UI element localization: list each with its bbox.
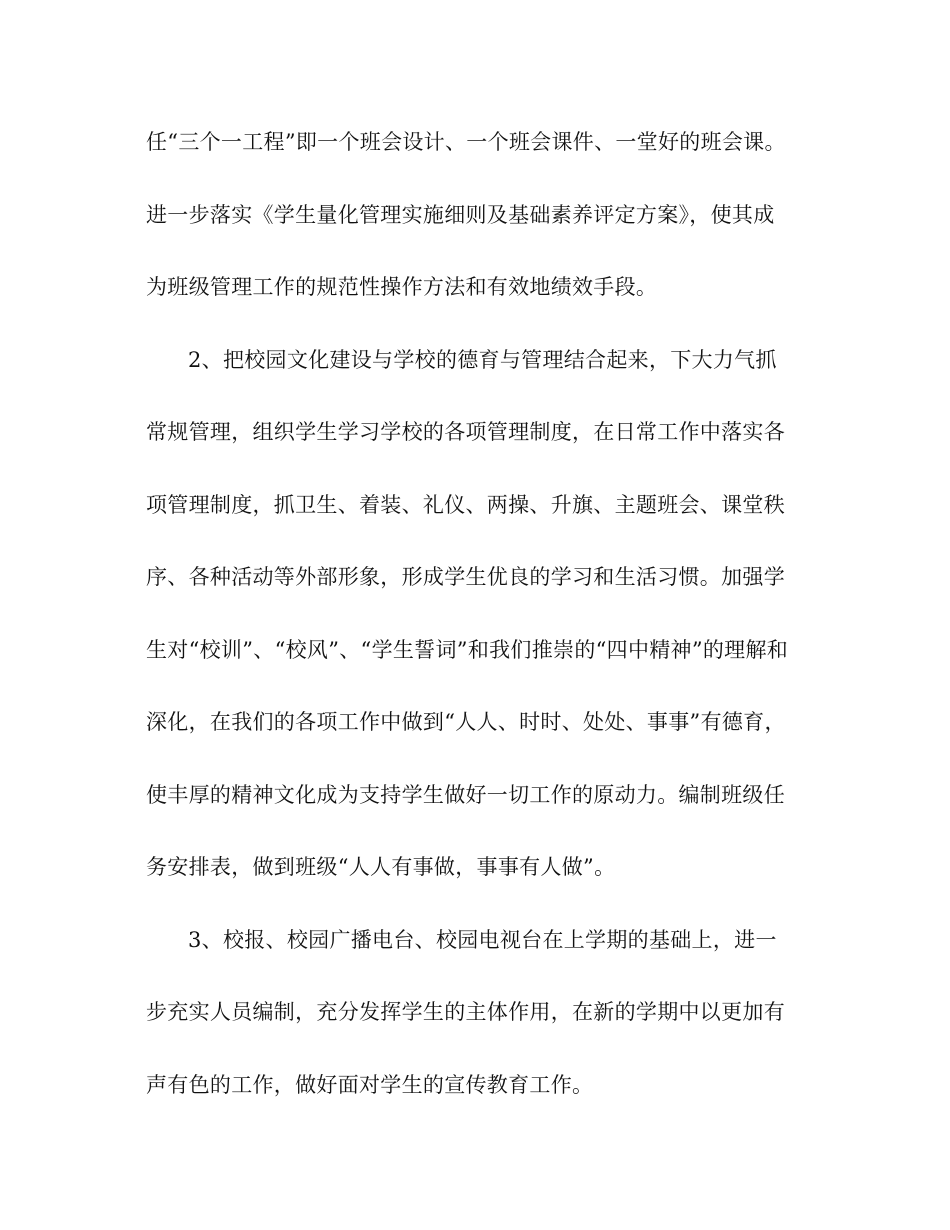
text-line: 常规管理，组织学生学习学校的各项管理制度，在日常工作中落实各 <box>146 420 785 444</box>
text-line: 声有色的工作，做好面对学生的宣传教育工作。 <box>146 1072 594 1097</box>
text-line: 务安排表，做到班级“人人有事做，事事有人做”。 <box>146 855 616 879</box>
document-body <box>146 122 806 1137</box>
text-line: 序、各种活动等外部形象，形成学生优良的学习和生活习惯。加强学 <box>146 565 785 589</box>
text-line: 项管理制度，抓卫生、着装、礼仪、两操、升旗、主题班会、课堂秩 <box>146 492 785 517</box>
text-line: 任“三个一工程”即一个班会设计、一个班会课件、一堂好的班会课。 <box>146 130 786 154</box>
text-line: 生对“校训”、“校风”、“学生誓词”和我们推崇的“四中精神”的理解和 <box>146 637 789 662</box>
text-line: 进一步落实《学生量化管理实施细则及基础素养评定方案》，使其成 <box>146 202 775 227</box>
text-line: 深化，在我们的各项工作中做到“人人、时时、处处、事事”有德育， <box>146 710 786 734</box>
text-line: 为班级管理工作的规范性操作方法和有效地绩效手段。 <box>146 275 658 299</box>
paragraph-2-start: 2、把校园文化建设与学校的德育与管理结合起来，下大力气抓 <box>188 347 777 372</box>
text-line: 使丰厚的精神文化成为支持学生做好一切工作的原动力。编制班级任 <box>146 782 785 807</box>
text-line: 步充实人员编制，充分发挥学生的主体作用，在新的学期中以更加有 <box>146 1000 785 1024</box>
paragraph-3-start: 3、校报、校园广播电台、校园电视台在上学期的基础上，进一 <box>188 927 777 952</box>
